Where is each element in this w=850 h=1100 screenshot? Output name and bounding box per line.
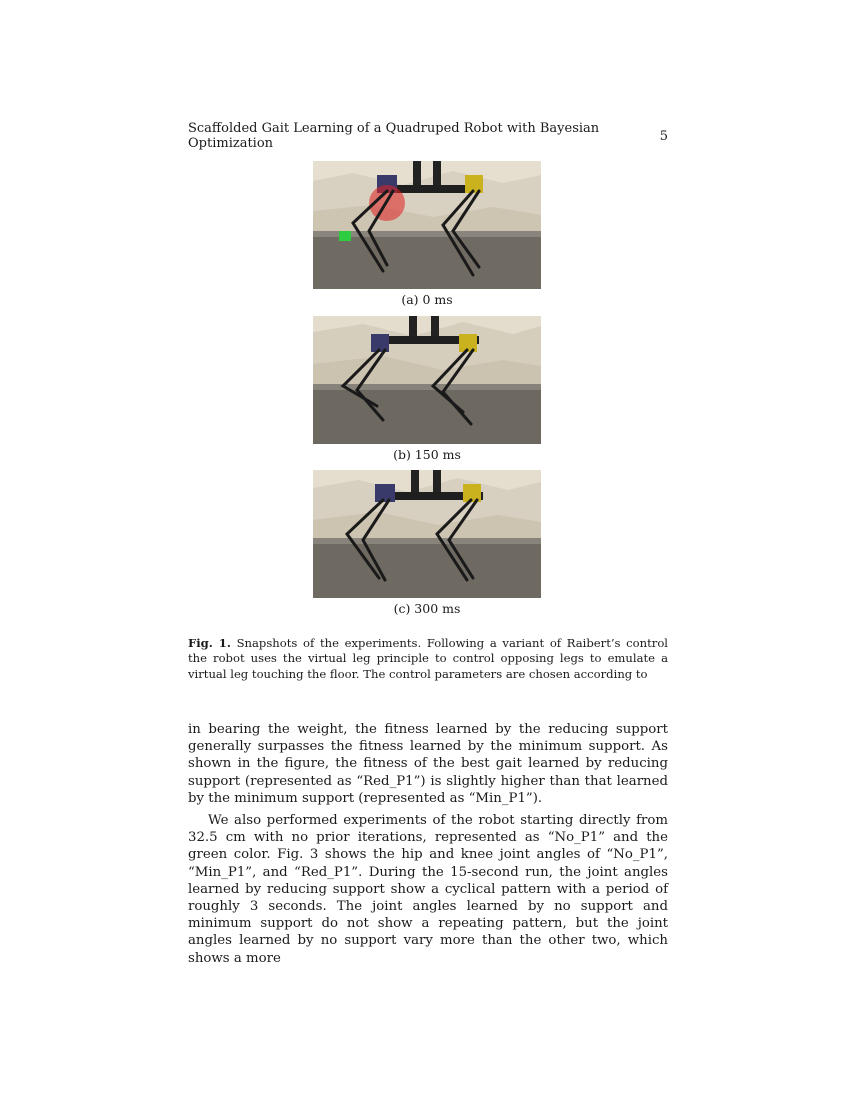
body-text <box>188 721 668 967</box>
figure-caption <box>188 636 668 682</box>
figure-label: Fig. 1. <box>188 636 231 650</box>
snapshot-image-300ms <box>313 470 541 598</box>
running-title: Scaffolded Gait Learning of a Quadruped Robot with Bayesian Optimization <box>188 121 600 151</box>
body-paragraph: We also performed experiments of the robot starting directly from 32.5 cm with no prior iterations, represented as “No_P1” and the green color. Fig. 3 shows the hip and knee joint angles of “No_P1”, “Min_P1”, and “Red_P1”. During the 15-second run, the joint angles learned by reducing support show a cyclical pattern with a period of roughly 3 seconds. The joint angles learned by no support and minimum support do not show a repeating pattern, but the joint angles learned by no support vary more than the other two, which shows a more <box>188 813 668 966</box>
page-number: 5 <box>659 128 668 144</box>
subfigure-caption-a: (a) 0 ms <box>401 292 453 307</box>
snapshot-image-150ms <box>313 316 541 444</box>
snapshot-image-0ms <box>313 161 541 289</box>
figure-caption-text: Snapshots of the experiments. Following a variant of Raibert’s control the robot uses the virtual leg principle to control opposing legs to emulate a virtual leg touching the floor. The control parameters are chosen according to <box>188 636 669 681</box>
subfigure-caption-c: (c) 300 ms <box>393 601 461 616</box>
subfigure-caption-b: (b) 150 ms <box>393 447 461 462</box>
running-head <box>188 121 668 151</box>
body-paragraph: in bearing the weight, the fitness learned by the reducing support generally surpasses the fitness learned by the minimum support. As shown in the figure, the fitness of the best gait learned by reducing support (represented as “Red_P1”) is slightly higher than that learned by the minimum support (represented as “Min_P1”). <box>188 722 668 806</box>
